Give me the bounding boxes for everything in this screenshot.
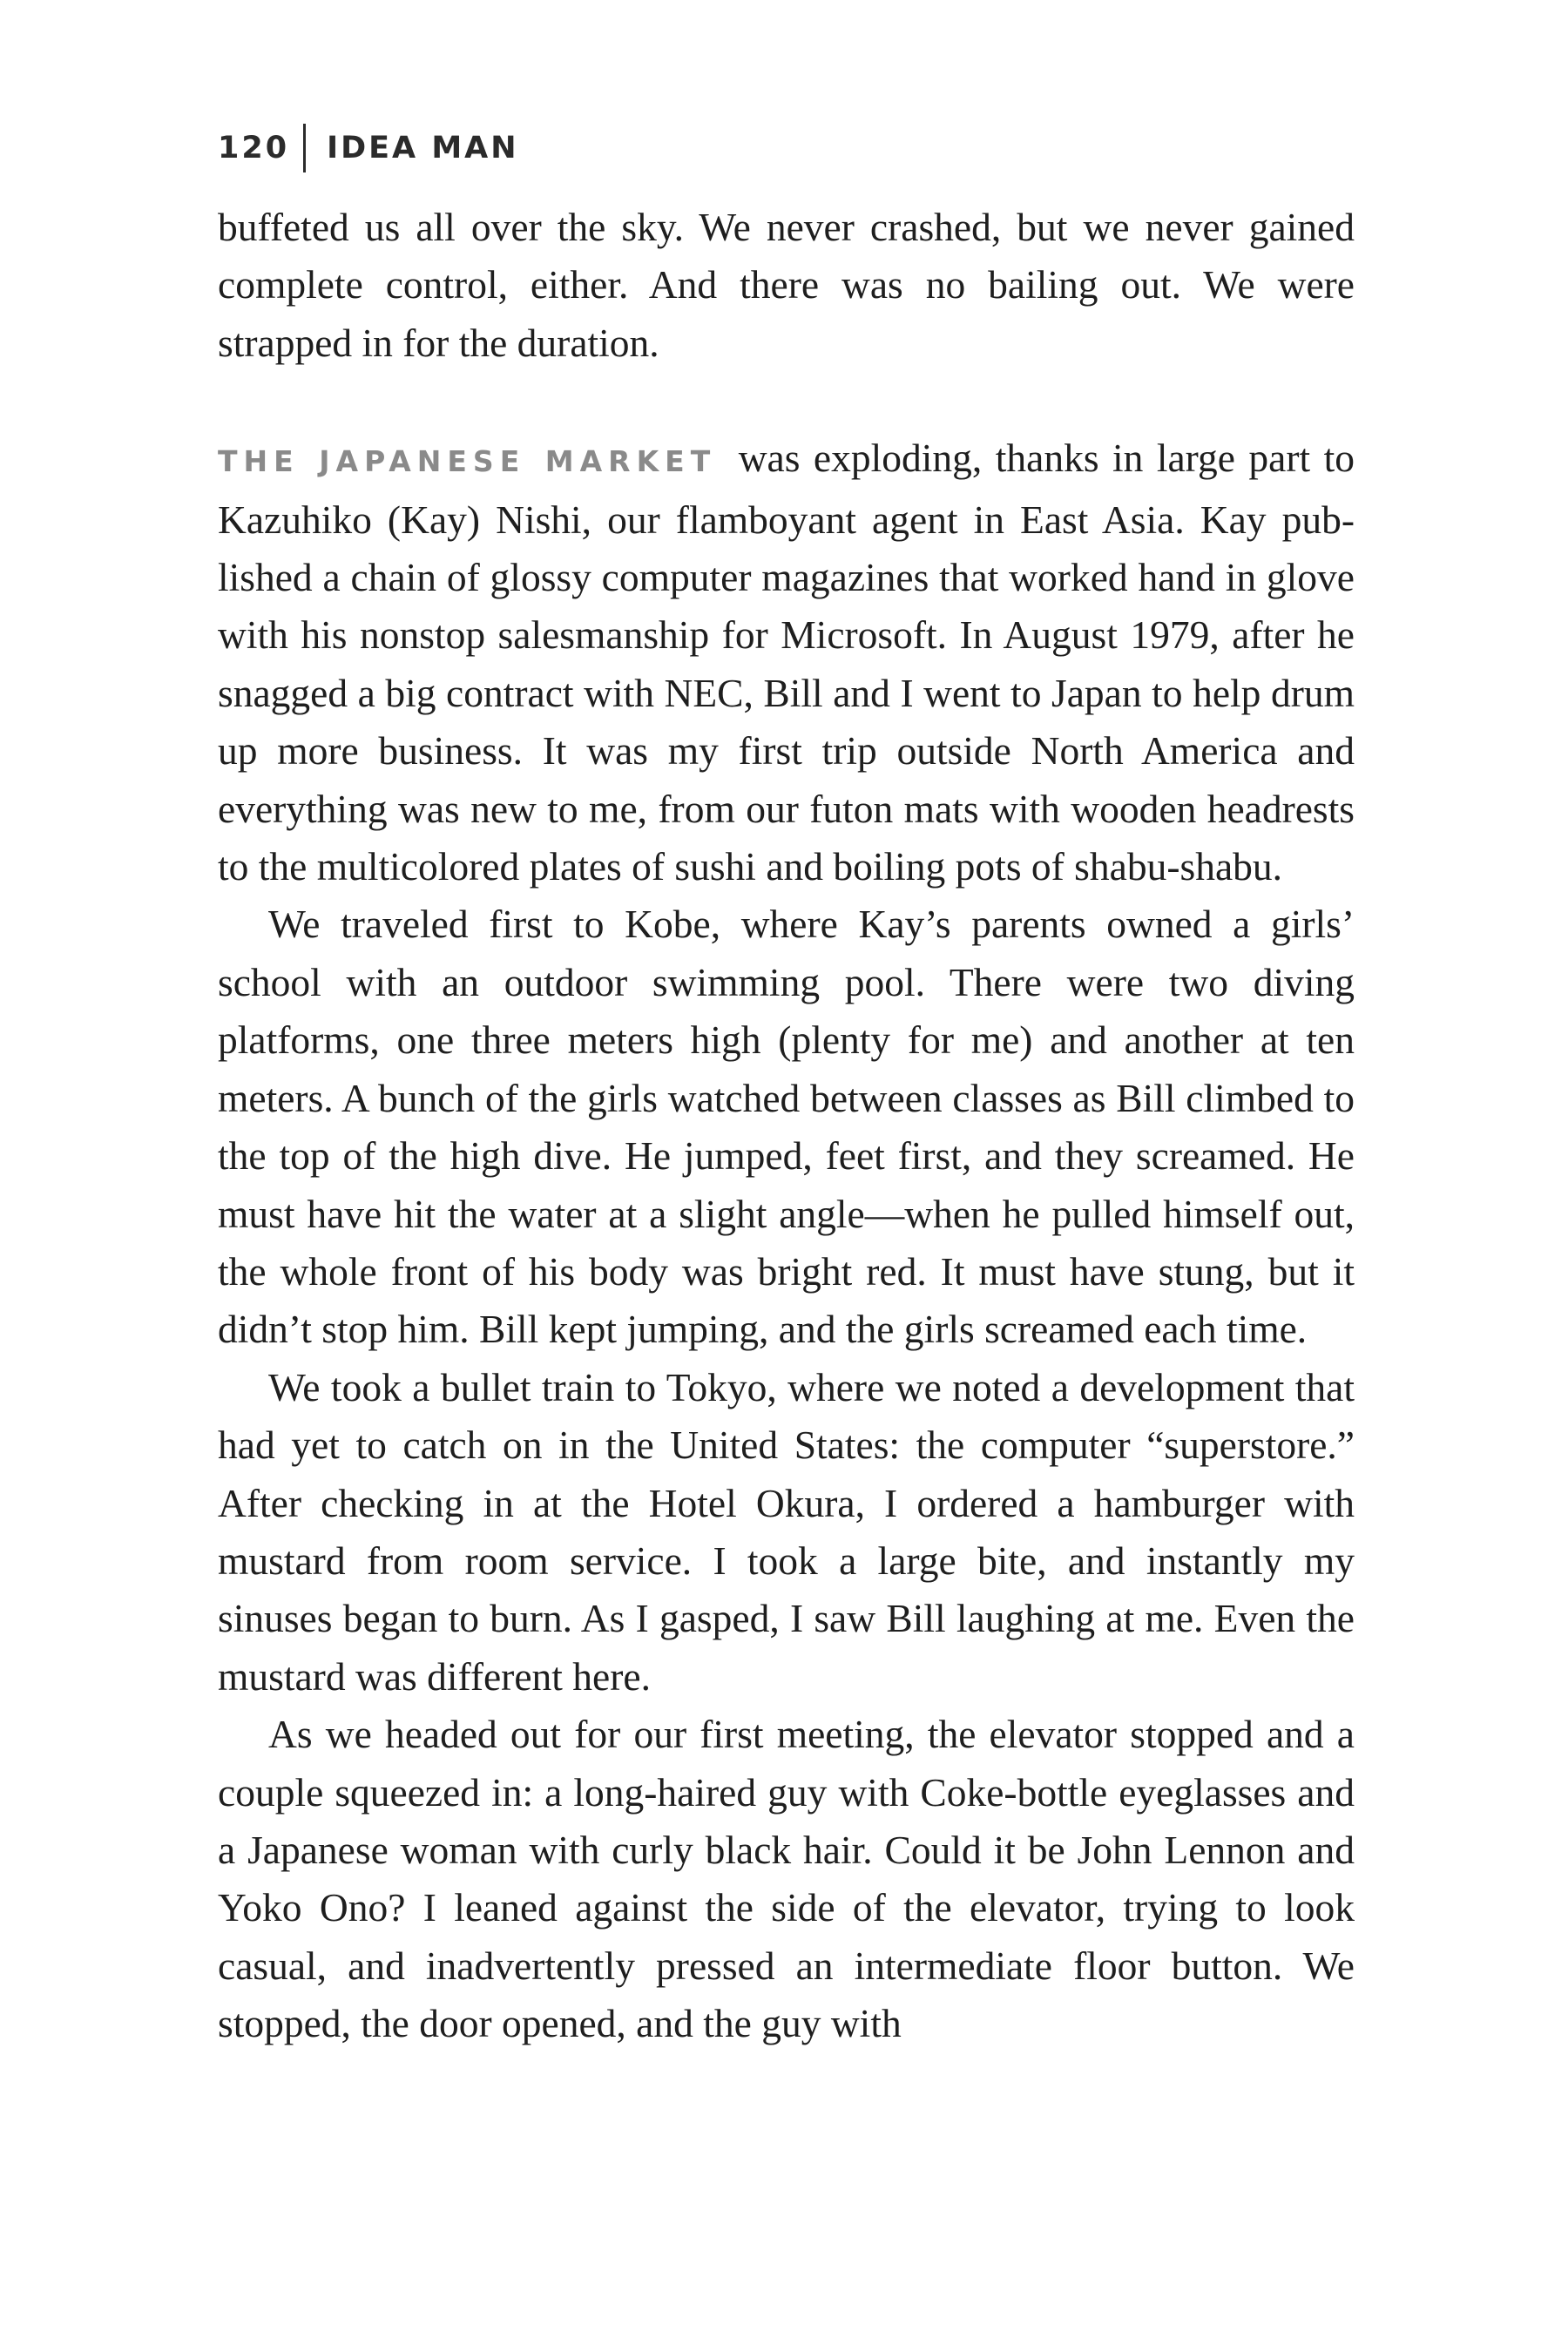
paragraph: We took a bullet train to Tokyo, where we noted a development that had yet to catch on in the United States: the computer “superstore.” After checking in at the Hotel Okura, I ordered a hamburger with mustard from room service. I took a large bite, and instantly my sinuses began to burn. As I gasped, I saw Bill laughing at me. Even the mustard was different here.	[218, 1364, 1355, 1699]
running-head	[218, 122, 1355, 174]
paragraph-text: was exploding, thanks in large part to Kazuhiko (Kay) Nishi, our flamboyant agent in East Asia. Kay published a chain of glossy computer magazines that worked hand in glove with his nonstop salesmanship for Microsoft. In August 1979, after he snagged a big contract with NEC, Bill and I went to Japan to help drum up more business. It was my first trip outside North America and everything was new to me, from our futon mats with wooden headrests to the multicolored plates of sushi and boiling pots of shabu-shabu.	[218, 436, 1355, 889]
section-lead-in: THE JAPANESE MARKET	[218, 444, 717, 479]
paragraph: We traveled first to Kobe, where Kay’s parents owned a girls’ school with an outdoor swimming pool. There were two diving platforms, one three meters high (plenty for me) and another at ten meters. A bunch of the girls watched between classes as Bill climbed to the top of the high dive. He jumped, feet first, and they screamed. He must have hit the water at a slight angle—when he pulled himself out, the whole front of his body was bright red. It must have stung, but it didn’t stop him. Bill kept jumping, and the girls screamed each time.	[218, 902, 1355, 1352]
book-title: IDEA MAN	[327, 131, 519, 166]
paragraph: As we headed out for our first meeting, the elevator stopped and a couple squeezed in: a long-haired guy with Coke-bottle eyeglasses and a Japanese woman with curly black hair. Could it be John Lennon and Yoko Ono? I leaned against the side of the elevator, trying to look casual, and inadvertently pressed an intermediate floor button. We stopped, the door opened, and the guy with	[218, 1712, 1355, 2046]
paragraph: buffeted us all over the sky. We never crashed, but we never gained complete control, either. And there was no bailing out. We were strapped in for the duration.	[218, 205, 1355, 365]
book-page	[218, 122, 1355, 2053]
page-number: 120	[218, 131, 290, 166]
paragraph-section-start	[218, 429, 1355, 896]
body-text	[218, 199, 1355, 2053]
header-divider	[303, 124, 306, 172]
